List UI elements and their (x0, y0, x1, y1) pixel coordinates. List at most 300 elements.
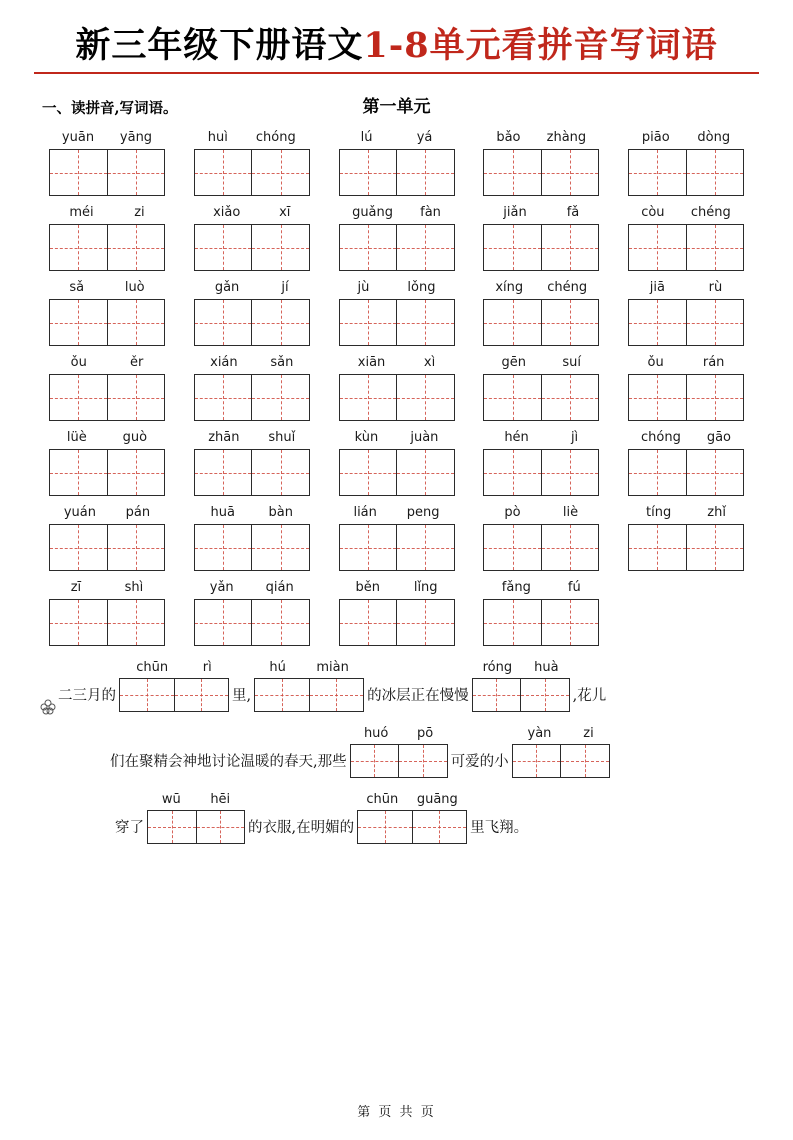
pinyin-label (49, 205, 165, 221)
pinyin-syllable: sǎn (270, 355, 294, 370)
pinyin-label (49, 280, 165, 296)
word-item (625, 130, 747, 196)
answer-blank[interactable] (357, 792, 467, 844)
writing-cell[interactable] (629, 225, 686, 270)
pinyin-syllable: luò (124, 280, 145, 295)
word-item (480, 580, 602, 646)
pinyin-syllable: yǎn (209, 580, 234, 595)
writing-cell[interactable] (484, 300, 541, 345)
writing-boxes[interactable] (339, 299, 455, 346)
pinyin-label (49, 580, 165, 596)
pinyin-syllable: chéng (547, 280, 588, 295)
pinyin-label (472, 660, 570, 676)
pinyin-syllable: chóng (255, 130, 296, 145)
word-item (191, 280, 313, 346)
writing-boxes[interactable] (339, 224, 455, 271)
pinyin-syllable: chūn (136, 660, 169, 675)
sentence-text: 们在聚精会神地讨论温暖的春天,那些 (110, 754, 347, 770)
writing-cell[interactable] (686, 525, 744, 570)
pinyin-syllable: ěr (130, 355, 144, 370)
writing-cell[interactable] (195, 600, 252, 645)
writing-boxes[interactable] (483, 374, 599, 421)
writing-cell[interactable] (396, 525, 454, 570)
writing-cell[interactable] (174, 679, 229, 711)
pinyin-syllable: hú (269, 660, 286, 675)
pinyin-syllable: huā (210, 505, 235, 520)
word-item (336, 280, 458, 346)
pinyin-syllable: hén (504, 430, 529, 445)
pinyin-syllable: jù (357, 280, 370, 295)
writing-cell[interactable] (541, 450, 599, 495)
writing-cell[interactable] (309, 679, 364, 711)
pinyin-syllable: xíng (495, 280, 524, 295)
writing-cell[interactable] (120, 679, 174, 711)
grid-row (46, 205, 747, 271)
sentence-text: 的冰层正在慢慢 (367, 688, 469, 704)
writing-boxes[interactable] (194, 599, 310, 646)
writing-boxes[interactable] (483, 599, 599, 646)
writing-cell[interactable] (251, 225, 309, 270)
writing-boxes[interactable] (628, 149, 744, 196)
writing-boxes[interactable] (49, 524, 165, 571)
writing-cell[interactable] (396, 300, 454, 345)
pinyin-syllable: tíng (646, 505, 672, 520)
answer-blank[interactable] (147, 792, 245, 844)
pinyin-syllable: yàn (527, 726, 552, 741)
word-item (625, 205, 747, 271)
word-item (46, 205, 168, 271)
writing-boxes[interactable] (49, 224, 165, 271)
pinyin-syllable: pō (417, 726, 434, 741)
answer-blank[interactable] (472, 660, 570, 712)
pinyin-label (49, 505, 165, 521)
pinyin-syllable: peng (406, 505, 440, 520)
writing-cell[interactable] (107, 300, 165, 345)
writing-cell[interactable] (340, 225, 397, 270)
writing-cell[interactable] (629, 450, 686, 495)
word-item (191, 505, 313, 571)
writing-cell[interactable] (351, 745, 399, 777)
writing-cell[interactable] (251, 525, 309, 570)
writing-cell[interactable] (195, 150, 252, 195)
pinyin-syllable: shuǐ (268, 430, 296, 445)
pinyin-label (483, 205, 599, 221)
writing-cell[interactable] (251, 450, 309, 495)
word-item (625, 430, 747, 496)
word-item (336, 355, 458, 421)
writing-cell[interactable] (396, 375, 454, 420)
writing-cell[interactable] (686, 225, 744, 270)
pinyin-label (49, 430, 165, 446)
sentence-line-1 (40, 660, 753, 712)
writing-cell[interactable] (560, 745, 609, 777)
pinyin-syllable: jiā (649, 280, 665, 295)
writing-cell[interactable] (541, 150, 599, 195)
pinyin-label (628, 130, 744, 146)
pinyin-syllable: xī (279, 205, 291, 220)
pinyin-syllable: xián (210, 355, 238, 370)
writing-cell[interactable] (50, 525, 107, 570)
pinyin-syllable: yāng (119, 130, 153, 145)
flower-icon (40, 699, 56, 715)
grid-row (46, 355, 747, 421)
pinyin-label (628, 355, 744, 371)
writing-cell[interactable] (396, 600, 454, 645)
answer-blank[interactable] (254, 660, 364, 712)
writing-cell[interactable] (396, 225, 454, 270)
word-item (480, 430, 602, 496)
pinyin-syllable: gēn (501, 355, 526, 370)
pinyin-syllable: yuán (63, 505, 96, 520)
word-item (336, 505, 458, 571)
pinyin-grid (28, 130, 765, 646)
writing-cell[interactable] (251, 300, 309, 345)
writing-cell[interactable] (340, 600, 397, 645)
pinyin-syllable: dòng (697, 130, 731, 145)
word-item (191, 205, 313, 271)
writing-boxes[interactable] (119, 678, 229, 712)
writing-cell[interactable] (396, 150, 454, 195)
pinyin-syllable: pán (125, 505, 151, 520)
writing-boxes[interactable] (49, 449, 165, 496)
pinyin-syllable: juàn (410, 430, 439, 445)
sentence-line-3 (40, 792, 753, 844)
writing-cell[interactable] (520, 679, 569, 711)
pinyin-syllable: bǎo (496, 130, 521, 145)
grid-row (46, 430, 747, 496)
word-item (336, 580, 458, 646)
word-item (46, 430, 168, 496)
writing-cell[interactable] (107, 600, 165, 645)
writing-boxes[interactable] (254, 678, 364, 712)
writing-cell[interactable] (251, 375, 309, 420)
pinyin-syllable: xì (423, 355, 436, 370)
pinyin-label (628, 205, 744, 221)
pinyin-syllable: hēi (210, 792, 231, 807)
writing-boxes[interactable] (194, 524, 310, 571)
writing-cell[interactable] (629, 525, 686, 570)
word-item (46, 130, 168, 196)
word-item (336, 130, 458, 196)
writing-cell[interactable] (107, 225, 165, 270)
pinyin-syllable: shì (124, 580, 144, 595)
writing-cell[interactable] (484, 225, 541, 270)
pinyin-syllable: guāng (416, 792, 458, 807)
writing-cell[interactable] (398, 745, 447, 777)
writing-cell[interactable] (629, 375, 686, 420)
pinyin-label (339, 355, 455, 371)
sentence-text: 的衣服,在明媚的 (248, 820, 355, 836)
pinyin-label (339, 280, 455, 296)
writing-boxes[interactable] (339, 524, 455, 571)
writing-cell[interactable] (473, 679, 521, 711)
writing-boxes[interactable] (512, 744, 610, 778)
sentence-text: 二三月的 (58, 688, 116, 704)
writing-cell[interactable] (107, 375, 165, 420)
pinyin-syllable: běn (355, 580, 380, 595)
pinyin-syllable: piāo (641, 130, 670, 145)
writing-cell[interactable] (484, 375, 541, 420)
word-item (191, 580, 313, 646)
pinyin-label (483, 580, 599, 596)
writing-boxes[interactable] (147, 810, 245, 844)
pinyin-syllable: lǒng (407, 280, 436, 295)
pinyin-syllable: qián (265, 580, 294, 595)
pinyin-syllable: lǐng (413, 580, 438, 595)
writing-boxes[interactable] (483, 149, 599, 196)
writing-cell[interactable] (148, 811, 196, 843)
word-item (46, 280, 168, 346)
writing-cell[interactable] (484, 450, 541, 495)
writing-boxes[interactable] (49, 374, 165, 421)
writing-cell[interactable] (686, 450, 744, 495)
answer-blank[interactable] (119, 660, 229, 712)
pinyin-syllable: zhān (208, 430, 240, 445)
pinyin-label (628, 505, 744, 521)
pinyin-label (119, 660, 229, 676)
pinyin-label (483, 280, 599, 296)
pinyin-label (147, 792, 245, 808)
pinyin-syllable: zi (583, 726, 594, 741)
writing-boxes[interactable] (194, 224, 310, 271)
pinyin-syllable: liè (562, 505, 579, 520)
writing-cell[interactable] (50, 450, 107, 495)
pinyin-syllable: róng (482, 660, 513, 675)
sentence-text: 穿了 (115, 820, 144, 836)
word-item (46, 580, 168, 646)
writing-boxes[interactable] (194, 299, 310, 346)
pinyin-syllable: xiān (357, 355, 386, 370)
pinyin-label (194, 580, 310, 596)
pinyin-syllable: suí (562, 355, 582, 370)
pinyin-syllable: yuān (61, 130, 95, 145)
pinyin-syllable: huó (363, 726, 389, 741)
worksheet-page (0, 18, 793, 1140)
pinyin-syllable: wū (161, 792, 181, 807)
pinyin-label (339, 430, 455, 446)
writing-cell[interactable] (686, 300, 744, 345)
writing-boxes[interactable] (628, 299, 744, 346)
sentence-text: ,花儿 (572, 688, 607, 704)
word-item (480, 280, 602, 346)
writing-cell[interactable] (107, 525, 165, 570)
pinyin-syllable: gāo (706, 430, 731, 445)
writing-boxes[interactable] (483, 299, 599, 346)
pinyin-label (339, 130, 455, 146)
pinyin-syllable: fú (567, 580, 581, 595)
writing-cell[interactable] (412, 811, 467, 843)
page-footer: 第 页 共 页 (357, 1105, 436, 1120)
pinyin-syllable: zhǐ (707, 505, 726, 520)
word-item (191, 355, 313, 421)
grid-row (46, 580, 747, 646)
writing-cell[interactable] (484, 525, 541, 570)
pinyin-syllable: ǒu (647, 355, 664, 370)
writing-cell[interactable] (195, 525, 252, 570)
writing-cell[interactable] (50, 300, 107, 345)
pinyin-label (194, 505, 310, 521)
writing-cell[interactable] (50, 375, 107, 420)
writing-boxes[interactable] (49, 299, 165, 346)
pinyin-label (339, 505, 455, 521)
pinyin-syllable: còu (641, 205, 665, 220)
pinyin-syllable: guò (122, 430, 148, 445)
writing-cell[interactable] (50, 225, 107, 270)
pinyin-label (194, 280, 310, 296)
answer-blank[interactable] (512, 726, 610, 778)
pinyin-label (628, 430, 744, 446)
pinyin-syllable: jí (281, 280, 289, 295)
pinyin-label (628, 280, 744, 296)
pinyin-label (512, 726, 610, 742)
writing-cell[interactable] (251, 150, 309, 195)
word-item (625, 280, 747, 346)
pinyin-syllable: zī (70, 580, 82, 595)
writing-cell[interactable] (484, 600, 541, 645)
writing-cell[interactable] (686, 150, 744, 195)
writing-cell[interactable] (358, 811, 412, 843)
writing-cell[interactable] (251, 600, 309, 645)
writing-cell[interactable] (340, 450, 397, 495)
pinyin-label (194, 130, 310, 146)
pinyin-syllable: gǎn (214, 280, 240, 295)
pinyin-syllable: rù (708, 280, 723, 295)
sentence-line-2 (40, 726, 753, 778)
word-item (625, 505, 747, 571)
word-item (191, 130, 313, 196)
writing-cell[interactable] (340, 300, 397, 345)
word-item (480, 205, 602, 271)
writing-boxes[interactable] (350, 744, 448, 778)
pinyin-label (350, 726, 448, 742)
writing-boxes[interactable] (339, 149, 455, 196)
writing-boxes[interactable] (194, 149, 310, 196)
title-block (28, 18, 765, 74)
writing-boxes[interactable] (628, 449, 744, 496)
writing-cell[interactable] (195, 450, 252, 495)
pinyin-syllable: kùn (354, 430, 379, 445)
pinyin-label (339, 205, 455, 221)
word-item (46, 505, 168, 571)
pinyin-label (254, 660, 364, 676)
pinyin-syllable: sǎ (69, 280, 85, 295)
pinyin-syllable: fǎ (566, 205, 580, 220)
writing-boxes[interactable] (339, 449, 455, 496)
grid-row (46, 130, 747, 196)
sentence-text: 里, (232, 688, 252, 704)
pinyin-syllable: xiǎo (213, 205, 241, 220)
pinyin-syllable: bàn (268, 505, 293, 520)
page-title-prefix: 新三年级下册语文 (75, 25, 364, 66)
writing-cell[interactable] (255, 679, 309, 711)
pinyin-syllable: guǎng (352, 205, 394, 220)
writing-boxes[interactable] (194, 374, 310, 421)
writing-cell[interactable] (50, 150, 107, 195)
pinyin-syllable: rì (202, 660, 212, 675)
pinyin-syllable: miàn (316, 660, 349, 675)
writing-cell[interactable] (195, 375, 252, 420)
pinyin-label (49, 355, 165, 371)
writing-cell[interactable] (541, 300, 599, 345)
writing-cell[interactable] (107, 450, 165, 495)
writing-cell[interactable] (196, 811, 245, 843)
writing-cell[interactable] (629, 150, 686, 195)
pinyin-label (194, 205, 310, 221)
pinyin-syllable: huì (207, 130, 228, 145)
writing-boxes[interactable] (483, 224, 599, 271)
writing-boxes[interactable] (357, 810, 467, 844)
writing-boxes[interactable] (628, 524, 744, 571)
writing-cell[interactable] (541, 600, 599, 645)
writing-boxes[interactable] (194, 449, 310, 496)
writing-cell[interactable] (541, 375, 599, 420)
writing-cell[interactable] (107, 150, 165, 195)
writing-cell[interactable] (484, 150, 541, 195)
writing-cell[interactable] (195, 300, 252, 345)
writing-boxes[interactable] (628, 224, 744, 271)
writing-cell[interactable] (50, 600, 107, 645)
writing-boxes[interactable] (483, 524, 599, 571)
writing-boxes[interactable] (49, 599, 165, 646)
writing-cell[interactable] (629, 300, 686, 345)
grid-row (46, 280, 747, 346)
pinyin-syllable: fǎng (501, 580, 531, 595)
word-item (46, 355, 168, 421)
writing-cell[interactable] (340, 525, 397, 570)
writing-boxes[interactable] (483, 449, 599, 496)
writing-boxes[interactable] (49, 149, 165, 196)
word-item (336, 205, 458, 271)
word-item (480, 505, 602, 571)
pinyin-label (194, 355, 310, 371)
pinyin-label (483, 430, 599, 446)
pinyin-label (49, 130, 165, 146)
pinyin-label (357, 792, 467, 808)
writing-cell[interactable] (686, 375, 744, 420)
writing-cell[interactable] (195, 225, 252, 270)
writing-cell[interactable] (340, 150, 397, 195)
sentence-text: 里飞翔。 (470, 820, 529, 836)
pinyin-syllable: pò (504, 505, 521, 520)
word-item (336, 430, 458, 496)
word-item (191, 430, 313, 496)
pinyin-syllable: lú (360, 130, 373, 145)
answer-blank[interactable] (350, 726, 448, 778)
writing-cell[interactable] (541, 525, 599, 570)
writing-boxes[interactable] (472, 678, 570, 712)
pinyin-syllable: chéng (690, 205, 731, 220)
section-label: 一、读拼音,写词语。 (42, 100, 178, 117)
pinyin-label (339, 580, 455, 596)
writing-cell[interactable] (396, 450, 454, 495)
pinyin-label (194, 430, 310, 446)
pinyin-syllable: rán (702, 355, 725, 370)
page-title (75, 18, 717, 68)
word-item (625, 355, 747, 421)
writing-boxes[interactable] (339, 374, 455, 421)
grid-row (46, 505, 747, 571)
pinyin-syllable: jì (570, 430, 579, 445)
writing-cell[interactable] (340, 375, 397, 420)
writing-cell[interactable] (513, 745, 561, 777)
title-underline (34, 72, 759, 74)
pinyin-syllable: ǒu (70, 355, 87, 370)
writing-boxes[interactable] (339, 599, 455, 646)
pinyin-syllable: huà (534, 660, 559, 675)
pinyin-syllable: méi (69, 205, 94, 220)
writing-cell[interactable] (541, 225, 599, 270)
writing-boxes[interactable] (628, 374, 744, 421)
